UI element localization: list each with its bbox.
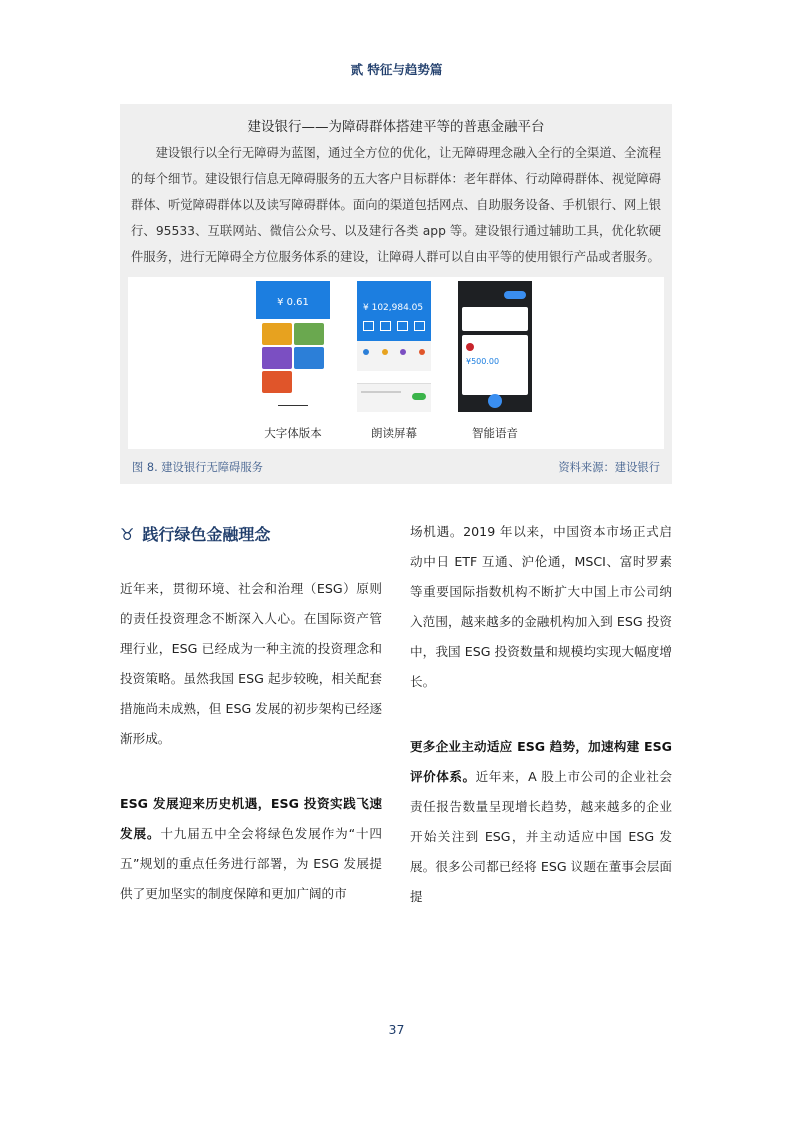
chapter-header: 贰 特征与趋势篇 bbox=[350, 62, 443, 77]
ccb-logo-icon bbox=[466, 343, 474, 351]
taurus-icon: ♉ bbox=[120, 525, 135, 544]
right-column bbox=[410, 517, 672, 912]
phone-voice-amount: ¥500.00 bbox=[466, 357, 500, 366]
phone-screenshots-panel bbox=[128, 277, 664, 449]
section-title bbox=[120, 522, 270, 545]
left-column bbox=[120, 574, 382, 909]
left-paragraph-2 bbox=[120, 789, 382, 909]
phone-amount: ¥ 102,984.05 bbox=[363, 303, 424, 313]
case-study-box bbox=[120, 104, 672, 484]
right-paragraph-2 bbox=[410, 732, 672, 912]
case-study-title: 建设银行——为障碍群体搭建平等的普惠金融平台 bbox=[247, 119, 545, 135]
section-title-text: 践行绿色金融理念 bbox=[142, 525, 271, 544]
left-paragraph-1: 近年来，贯彻环境、社会和治理（ESG）原则的责任投资理念不断深入人心。在国际资产管理行业，ESG 已经成为一种主流的投资理念和投资策略。虽然我国 ESG 起步较晚，相关配套措施尚未成熟，但 ESG 发展的初步架构已经逐渐形成。 bbox=[120, 581, 382, 746]
right-paragraph-1: 场机遇。2019 年以来，中国资本市场正式启动中日 ETF 互通、沪伦通，MSCI、富时罗素等重要国际指数机构不断扩大中国上市公司纳入范围，越来越多的金融机构加入到 ESG 投资中，我国 ESG 投资数量和规模均实现大幅度增长。 bbox=[410, 524, 672, 689]
phone-balance: ¥ 0.61 bbox=[277, 297, 309, 308]
phone-caption-screen-reader: 朗读屏幕 bbox=[371, 426, 417, 440]
right-paragraph-2-lead: 更多企业主动适应 ESG 趋势，加速构建 ESG 评价体系。 bbox=[410, 739, 672, 784]
phone-screen-reader-image bbox=[357, 281, 431, 412]
left-paragraph-2-lead: ESG 发展迎来历史机遇，ESG 投资实践飞速发展。 bbox=[120, 796, 382, 841]
phone-caption-smart-voice: 智能语音 bbox=[472, 426, 518, 440]
phone-caption-large-font: 大字体版本 bbox=[264, 426, 322, 440]
case-study-body: 建设银行以全行无障碍为蓝图，通过全方位的优化，让无障碍理念融入全行的全渠道、全流程的每个细节。建设银行信息无障碍服务的五大客户目标群体：老年群体、行动障碍群体、视觉障碍群体、听觉障碍群体以及读写障碍群体。面向的渠道包括网点、自助服务设备、手机银行、网上银行、95533、互联网站、微信公众号、以及建行各类 app 等。建设银行通过辅助工具，优化软硬件服务，进行无障碍全方位服务体系的建设，让障碍人群可以自由平等的使用银行产品或者服务。 bbox=[131, 146, 661, 264]
page-number: 37 bbox=[388, 1022, 405, 1037]
microphone-icon bbox=[488, 394, 502, 408]
phone-smart-voice-image bbox=[458, 281, 532, 412]
right-paragraph-2-text: 近年来，A 股上市公司的企业社会责任报告数量呈现增长趋势，越来越多的企业开始关注到 ESG，并主动适应中国 ESG 发展。很多公司都已经将 ESG 议题在董事会层面提 bbox=[410, 769, 672, 904]
figure-caption: 图 8. 建设银行无障碍服务 bbox=[132, 461, 263, 474]
phone-large-font-image bbox=[256, 281, 330, 412]
figure-source: 资料来源：建设银行 bbox=[558, 461, 660, 474]
left-paragraph-2-text: 十九届五中全会将绿色发展作为“十四五”规划的重点任务进行部署，为 ESG 发展提供了更加坚实的制度保障和更加广阔的市 bbox=[120, 826, 382, 901]
